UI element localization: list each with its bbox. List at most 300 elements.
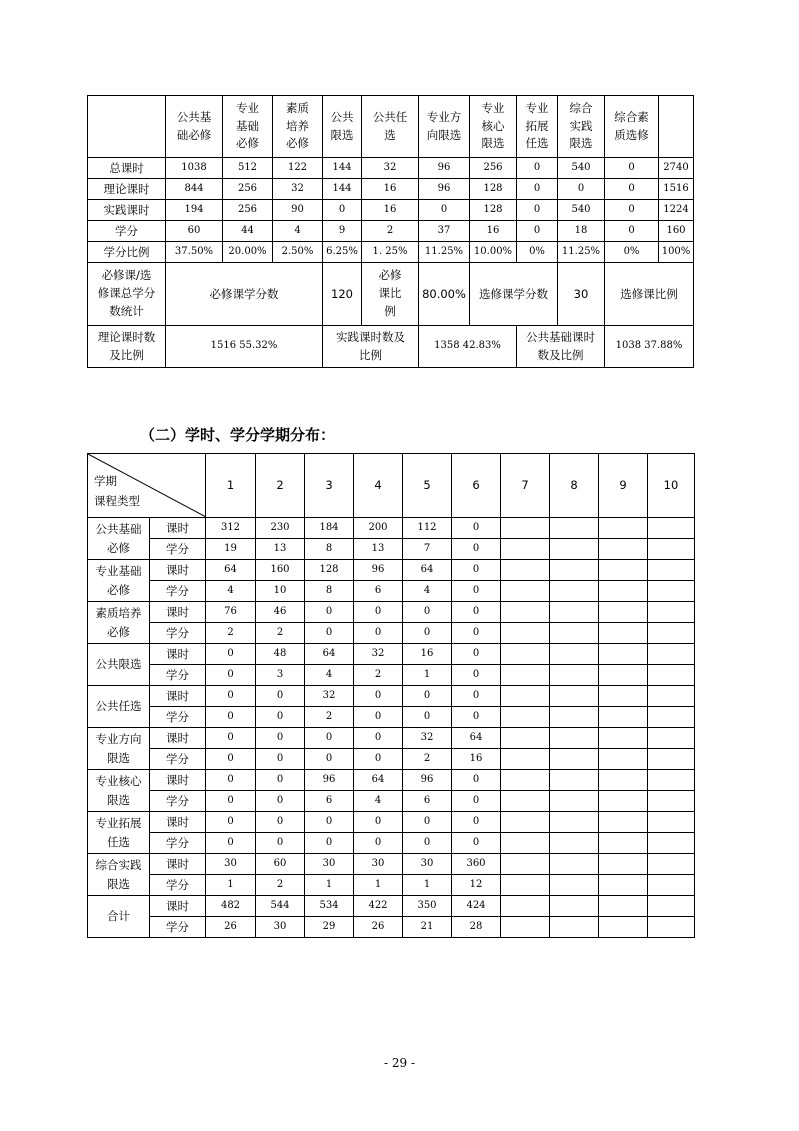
cell-text-line: 素质 (286, 100, 309, 115)
value-cell: 0 (517, 200, 558, 221)
value-cell (501, 623, 550, 644)
value-cell (550, 644, 599, 665)
value-cell: 30 (403, 854, 452, 875)
practice-ratio-value: 1358 42.83% (419, 326, 517, 368)
value-cell: 37 (419, 221, 470, 242)
cell-text-line: 必修 (107, 624, 130, 639)
value-cell: 0 (323, 200, 362, 221)
cell-text-line: 限选 (330, 127, 354, 142)
value-cell: 0 (305, 623, 354, 644)
value-cell: 4 (403, 581, 452, 602)
practice-ratio-label (323, 326, 419, 368)
cell-text-line: 必修课/选 (101, 268, 152, 283)
cell-text-line: 必修 (107, 540, 130, 555)
value-cell: 0 (354, 602, 403, 623)
value-cell: 1 (305, 875, 354, 896)
value-cell: 32 (305, 686, 354, 707)
cell-text-line: 及比例 (109, 347, 144, 362)
term-header: 2 (256, 454, 305, 518)
credits-label: 学分 (150, 581, 206, 602)
value-cell (501, 749, 550, 770)
cell-text-line: 限选 (107, 876, 130, 891)
hours-label: 课时 (150, 518, 206, 539)
column-header (470, 96, 517, 158)
credit-summary-table (87, 95, 694, 368)
value-cell: 2 (354, 665, 403, 686)
course-type-label (88, 644, 150, 686)
cell-text-line: 公共限选 (95, 657, 142, 672)
value-cell (599, 644, 648, 665)
cell-text-line: 任选 (107, 834, 130, 849)
value-cell (501, 875, 550, 896)
value-cell (648, 896, 695, 917)
table-row (88, 158, 694, 179)
credits-label: 学分 (150, 539, 206, 560)
value-cell: 18 (558, 221, 605, 242)
value-cell: 9 (323, 221, 362, 242)
value-cell (648, 665, 695, 686)
value-cell: 30 (256, 917, 305, 938)
value-cell: 184 (305, 518, 354, 539)
cell-text-line: 综合素 (614, 109, 649, 124)
cell-text-line: 数统计 (109, 303, 144, 318)
value-cell: 1. 25% (362, 242, 419, 263)
table-row (88, 242, 694, 263)
value-cell: 1224 (659, 200, 694, 221)
value-cell: 0 (452, 623, 501, 644)
table-row (88, 623, 695, 644)
table-row (88, 665, 695, 686)
credits-label: 学分 (150, 875, 206, 896)
course-type-label (88, 812, 150, 854)
hours-label: 课时 (150, 896, 206, 917)
cell-text-line: 数及比例 (537, 347, 584, 362)
value-cell: 0 (605, 158, 659, 179)
value-cell: 0 (605, 221, 659, 242)
value-cell: 0 (605, 179, 659, 200)
value-cell: 13 (354, 539, 403, 560)
elective-credits-label: 选修课学分数 (470, 263, 558, 326)
value-cell: 60 (256, 854, 305, 875)
cell-text-line: 公共基 (176, 109, 212, 124)
row-label: 学分比例 (88, 242, 166, 263)
term-header: 1 (206, 454, 256, 518)
column-header (517, 96, 558, 158)
cell-text-line: 专业方 (426, 109, 462, 124)
value-cell: 64 (354, 770, 403, 791)
value-cell: 44 (223, 221, 273, 242)
semester-distribution-table (87, 453, 695, 938)
value-cell: 0 (452, 560, 501, 581)
term-header: 8 (550, 454, 599, 518)
value-cell (501, 728, 550, 749)
value-cell (550, 854, 599, 875)
stats-label (88, 263, 166, 326)
value-cell: 64 (403, 560, 452, 581)
value-cell (648, 728, 695, 749)
corner-bottom-label: 课程类型 (94, 494, 140, 508)
value-cell (501, 791, 550, 812)
value-cell: 0 (605, 200, 659, 221)
required-credits-value: 120 (323, 263, 362, 326)
value-cell (599, 539, 648, 560)
value-cell (550, 875, 599, 896)
value-cell: 96 (419, 158, 470, 179)
term-header: 9 (599, 454, 648, 518)
hours-label: 课时 (150, 854, 206, 875)
cell-text-line: 基础 (236, 118, 259, 133)
value-cell: 256 (470, 158, 517, 179)
value-cell: 37.50% (166, 242, 223, 263)
total-header (659, 96, 694, 158)
value-cell: 19 (206, 539, 256, 560)
value-cell: 32 (403, 728, 452, 749)
value-cell (501, 707, 550, 728)
course-type-label (88, 518, 150, 560)
value-cell: 8 (305, 581, 354, 602)
value-cell: 200 (354, 518, 403, 539)
cell-text-line: 限选 (481, 136, 505, 151)
value-cell (599, 875, 648, 896)
value-cell (550, 707, 599, 728)
value-cell: 0 (452, 770, 501, 791)
value-cell (599, 518, 648, 539)
value-cell (599, 665, 648, 686)
cell-text-line: 必修 (107, 582, 130, 597)
value-cell: 0 (403, 812, 452, 833)
value-cell: 0 (403, 602, 452, 623)
value-cell (550, 560, 599, 581)
value-cell: 0% (517, 242, 558, 263)
value-cell: 13 (256, 539, 305, 560)
value-cell: 8 (305, 539, 354, 560)
table-row (88, 854, 695, 875)
value-cell: 0 (305, 812, 354, 833)
value-cell: 844 (166, 179, 223, 200)
value-cell: 6 (305, 791, 354, 812)
value-cell: 46 (256, 602, 305, 623)
cell-text-line: 公共任选 (95, 699, 142, 714)
elective-ratio-label: 选修课比例 (605, 263, 694, 326)
value-cell (648, 833, 695, 854)
table-row (88, 875, 695, 896)
value-cell: 96 (354, 560, 403, 581)
value-cell: 0 (354, 833, 403, 854)
value-cell (648, 875, 695, 896)
value-cell: 0 (452, 686, 501, 707)
value-cell (648, 602, 695, 623)
value-cell: 4 (206, 581, 256, 602)
value-cell (501, 854, 550, 875)
value-cell: 20.00% (223, 242, 273, 263)
cell-text-line: 向限选 (426, 127, 462, 142)
cell-text-line: 专业方向 (95, 732, 142, 747)
value-cell: 2 (206, 623, 256, 644)
cell-text-line: 专业拓展 (95, 816, 142, 831)
diagonal-header-cell (88, 454, 206, 518)
value-cell: 21 (403, 917, 452, 938)
cell-text-line: 选 (384, 127, 396, 142)
term-header: 7 (501, 454, 550, 518)
value-cell: 4 (305, 665, 354, 686)
cell-text-line: 例 (384, 303, 396, 318)
value-cell: 10 (256, 581, 305, 602)
table-row (88, 917, 695, 938)
value-cell: 0 (206, 728, 256, 749)
value-cell: 2.50% (273, 242, 323, 263)
table-row (88, 896, 695, 917)
value-cell: 0 (419, 200, 470, 221)
value-cell: 0 (452, 665, 501, 686)
value-cell (648, 644, 695, 665)
value-cell: 16 (362, 200, 419, 221)
table-row (88, 581, 695, 602)
value-cell (501, 602, 550, 623)
cell-text-line: 综合 (569, 100, 593, 115)
value-cell: 6 (403, 791, 452, 812)
value-cell: 0 (206, 707, 256, 728)
table-row (88, 221, 694, 242)
cell-text-line: 任选 (525, 136, 549, 151)
value-cell: 32 (354, 644, 403, 665)
value-cell: 1516 (659, 179, 694, 200)
value-cell: 2 (256, 623, 305, 644)
value-cell: 0 (206, 665, 256, 686)
table-row (88, 602, 695, 623)
value-cell: 112 (403, 518, 452, 539)
value-cell: 144 (323, 179, 362, 200)
value-cell: 0 (452, 539, 501, 560)
table-row (88, 791, 695, 812)
value-cell: 30 (206, 854, 256, 875)
value-cell: 0 (452, 707, 501, 728)
value-cell (550, 728, 599, 749)
required-ratio-value: 80.00% (419, 263, 470, 326)
table-row (88, 179, 694, 200)
value-cell: 0 (305, 749, 354, 770)
value-cell: 128 (470, 200, 517, 221)
value-cell (501, 581, 550, 602)
stats-row (88, 263, 694, 326)
value-cell: 0 (354, 707, 403, 728)
value-cell: 100% (659, 242, 694, 263)
value-cell: 16 (470, 221, 517, 242)
value-cell (501, 644, 550, 665)
value-cell (501, 686, 550, 707)
term-header: 5 (403, 454, 452, 518)
cell-text-line: 培养 (286, 118, 309, 133)
value-cell: 4 (273, 221, 323, 242)
table-row (88, 200, 694, 221)
cell-text-line: 素质培养 (95, 606, 142, 621)
value-cell (648, 518, 695, 539)
value-cell (550, 812, 599, 833)
value-cell: 0 (305, 602, 354, 623)
cell-text-line: 实践 (569, 118, 593, 133)
value-cell: 534 (305, 896, 354, 917)
value-cell (550, 686, 599, 707)
value-cell: 64 (206, 560, 256, 581)
value-cell: 0 (354, 812, 403, 833)
table-header-row (88, 454, 695, 518)
value-cell: 144 (323, 158, 362, 179)
value-cell (648, 749, 695, 770)
value-cell: 3 (256, 665, 305, 686)
credits-label: 学分 (150, 707, 206, 728)
table-row (88, 539, 695, 560)
column-header (605, 96, 659, 158)
value-cell: 0 (452, 518, 501, 539)
cell-text-line: 修课总学分 (97, 286, 156, 301)
value-cell: 422 (354, 896, 403, 917)
hours-label: 课时 (150, 560, 206, 581)
value-cell: 2 (362, 221, 419, 242)
value-cell: 0 (206, 644, 256, 665)
value-cell: 96 (403, 770, 452, 791)
course-type-label (88, 602, 150, 644)
cell-text-line: 专业 (236, 100, 259, 115)
row-label: 实践课时 (88, 200, 166, 221)
value-cell (550, 749, 599, 770)
corner-cell (88, 96, 166, 158)
value-cell: 0 (256, 749, 305, 770)
value-cell: 424 (452, 896, 501, 917)
column-header (362, 96, 419, 158)
value-cell: 60 (166, 221, 223, 242)
value-cell: 64 (452, 728, 501, 749)
table-row (88, 686, 695, 707)
credits-label: 学分 (150, 917, 206, 938)
value-cell: 96 (305, 770, 354, 791)
credits-label: 学分 (150, 749, 206, 770)
course-type-label (88, 896, 150, 938)
diagonal-header (88, 454, 206, 517)
value-cell: 7 (403, 539, 452, 560)
value-cell: 194 (166, 200, 223, 221)
value-cell (648, 623, 695, 644)
value-cell (550, 518, 599, 539)
public-ratio-label (517, 326, 605, 368)
credits-label: 学分 (150, 833, 206, 854)
credits-label: 学分 (150, 665, 206, 686)
value-cell (648, 791, 695, 812)
theory-ratio-label (88, 326, 166, 368)
hours-label: 课时 (150, 812, 206, 833)
value-cell: 0 (452, 833, 501, 854)
value-cell (501, 812, 550, 833)
value-cell (501, 917, 550, 938)
value-cell: 29 (305, 917, 354, 938)
value-cell: 16 (403, 644, 452, 665)
value-cell: 256 (223, 179, 273, 200)
value-cell (648, 707, 695, 728)
value-cell (550, 917, 599, 938)
value-cell: 0 (452, 602, 501, 623)
cell-text-line: 必修 (378, 268, 402, 283)
cell-text-line: 课比 (378, 286, 402, 301)
cell-text-line: 合计 (107, 909, 130, 924)
value-cell: 12 (452, 875, 501, 896)
value-cell (599, 833, 648, 854)
value-cell: 0 (403, 707, 452, 728)
value-cell: 26 (354, 917, 403, 938)
table-row (88, 707, 695, 728)
hours-label: 课时 (150, 644, 206, 665)
value-cell: 0 (206, 812, 256, 833)
value-cell: 544 (256, 896, 305, 917)
required-ratio-label (362, 263, 419, 326)
page-number: - 29 - (383, 1056, 415, 1070)
cell-text-line: 实践课时数及 (336, 329, 405, 344)
table-row (88, 749, 695, 770)
value-cell: 2 (305, 707, 354, 728)
course-type-label (88, 728, 150, 770)
value-cell (550, 581, 599, 602)
value-cell (501, 896, 550, 917)
value-cell: 0 (256, 707, 305, 728)
value-cell (648, 560, 695, 581)
value-cell (501, 665, 550, 686)
credits-label: 学分 (150, 791, 206, 812)
value-cell: 312 (206, 518, 256, 539)
column-header (323, 96, 362, 158)
hours-label: 课时 (150, 686, 206, 707)
cell-text-line: 专业基础 (95, 564, 142, 579)
value-cell: 2740 (659, 158, 694, 179)
value-cell: 0 (206, 791, 256, 812)
ratio-row (88, 326, 694, 368)
table-row (88, 728, 695, 749)
value-cell (550, 539, 599, 560)
public-ratio-value: 1038 37.88% (605, 326, 694, 368)
value-cell: 1 (403, 665, 452, 686)
value-cell: 350 (403, 896, 452, 917)
value-cell: 1 (354, 875, 403, 896)
value-cell (599, 854, 648, 875)
value-cell: 0 (206, 686, 256, 707)
term-header: 10 (648, 454, 695, 518)
elective-credits-value: 30 (558, 263, 605, 326)
hours-label: 课时 (150, 728, 206, 749)
cell-text-line: 础必修 (176, 127, 212, 142)
value-cell: 0 (256, 812, 305, 833)
table-row (88, 560, 695, 581)
value-cell (599, 707, 648, 728)
value-cell: 160 (659, 221, 694, 242)
value-cell: 16 (362, 179, 419, 200)
cell-text-line: 公共基础 (95, 522, 142, 537)
value-cell: 30 (305, 854, 354, 875)
value-cell (501, 770, 550, 791)
term-header: 4 (354, 454, 403, 518)
cell-text-line: 公共基础课时 (526, 329, 595, 344)
value-cell (550, 833, 599, 854)
value-cell: 11.25% (558, 242, 605, 263)
value-cell: 0 (354, 749, 403, 770)
value-cell (550, 665, 599, 686)
hours-label: 课时 (150, 770, 206, 791)
value-cell: 48 (256, 644, 305, 665)
value-cell (501, 833, 550, 854)
value-cell (599, 581, 648, 602)
course-type-label (88, 560, 150, 602)
value-cell: 122 (273, 158, 323, 179)
cell-text-line: 必修 (236, 136, 259, 151)
value-cell: 0 (517, 221, 558, 242)
value-cell: 11.25% (419, 242, 470, 263)
value-cell: 0 (403, 833, 452, 854)
value-cell: 0 (452, 644, 501, 665)
